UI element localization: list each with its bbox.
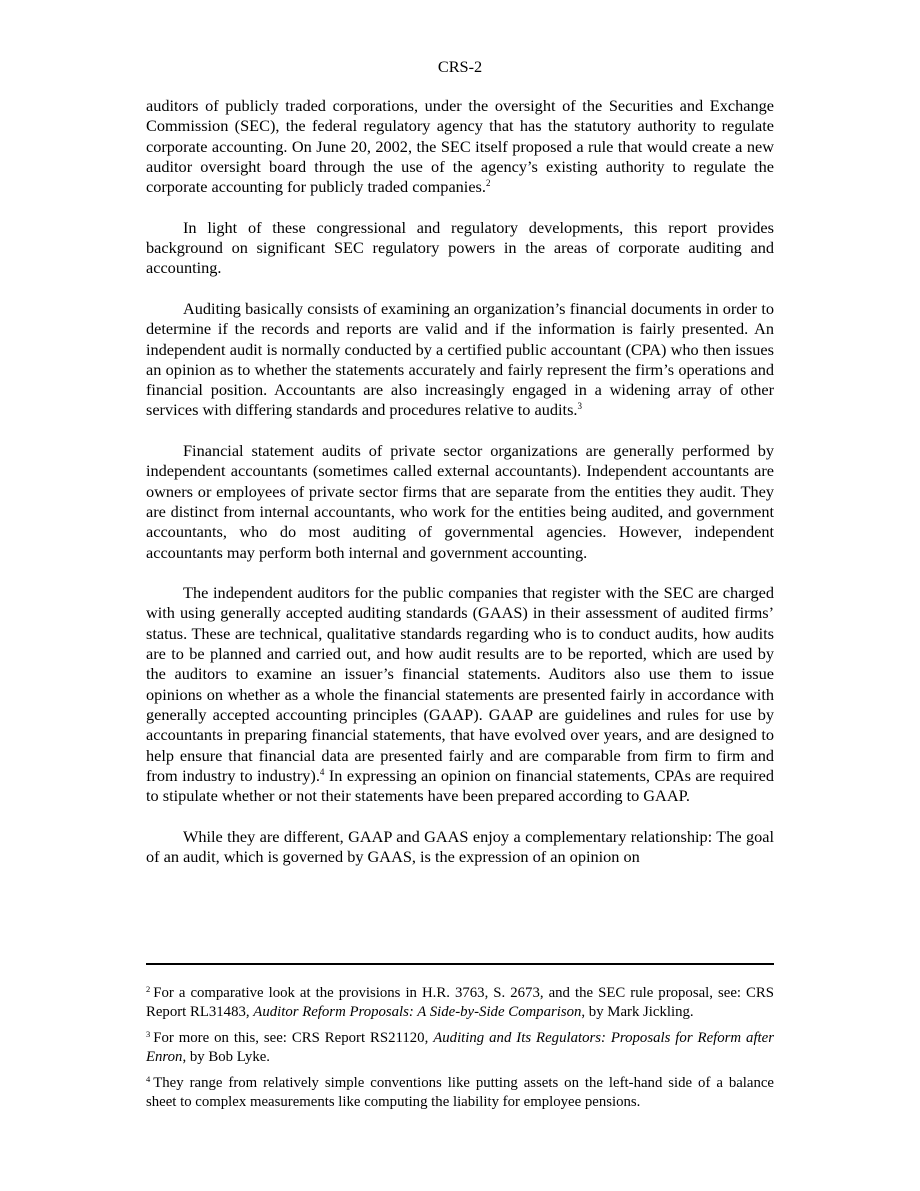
paragraph-independent-auditors: The independent auditors for the public companies that register with the SEC are charged with using generally accepted auditing standards (GAAS) in their assessment of audited firms’ status. These are technical, qualitative standards regarding who is to conduct audits, how audits are to be planned and carried out, and how audit results are to be reported, which are used by the auditors to examine an issuer’s financial statements. Auditors also use them to issue opinions on whether as a whole the financial statements are presented fairly in accordance with generally accepted accounting principles (GAAP). GAAP are guidelines and rules for use by accountants in preparing financial statements, that have evolved over years, and are designed to help ensure that financial data are presented fairly and are comparable from firm to firm and from industry to industry).$^4$ In expressing an opinion on financial statements, CPAs are required to stipulate whether or not their statements have been prepared according to GAAP. (146, 583, 774, 806)
footnotes (146, 984, 774, 1119)
paragraph-continuation: auditors of publicly traded corporations, under the oversight of the Securities and Exchange Commission (SEC), the federal regulatory agency that has the statutory authority to regulate corporate accounting. On June 20, 2002, the SEC itself proposed a rule that would create a new auditor oversight board through the use of the agency’s existing authority to regulate the corporate accounting for publicly traded companies.$^2$ (146, 96, 774, 197)
page-number-header: CRS-2 (437, 57, 483, 76)
footnote-divider (146, 963, 774, 965)
footnote-2-title: Auditor Reform Proposals: A Side-by-Side Comparison (253, 1003, 582, 1020)
paragraph-developments: In light of these congressional and regulatory developments, this report provides background on significant SEC regulatory powers in the areas of corporate auditing and accounting. (146, 217, 774, 278)
footnote-ref-2[interactable]: 2 (485, 178, 491, 189)
paragraph-auditing: Auditing basically consists of examining an organization’s financial documents in order to determine if the records and reports are valid and if the information is fairly presented. An independent audit is normally conducted by a certified public accountant (CPA) who then issues an opinion as to whether the statements accurately and fairly represent the firm’s operations and financial position. Accountants are also increasingly engaged in a widening array of other services with differing standards and procedures relative to audits.$^3$ (146, 298, 774, 420)
footnote-3: $^3$ For more on this, see: CRS Report RS21120, Auditing and Its Regulators: Proposals for Reform after Enron, by Bob Lyke. (146, 1029, 774, 1065)
footnote-2: $^2$ For a comparative look at the provisions in H.R. 3763, S. 2673, and the SEC rule proposal, see: CRS Report RL31483, Auditor Reform Proposals: A Side-by-Side Comparison, by Mark Jickling. (146, 984, 774, 1020)
footnote-ref-3[interactable]: 3 (577, 401, 582, 412)
footnote-3-title: Auditing and Its Regulators: Proposals for Reform after Enron (146, 1030, 774, 1065)
paragraph-gaap-gaas: While they are different, GAAP and GAAS enjoy a complementary relationship: The goal of an audit, which is governed by GAAS, is the expression of an opinion on (146, 826, 774, 866)
footnote-ref-4[interactable]: 4 (319, 766, 325, 777)
paragraph-financial-audits: Financial statement audits of private sector organizations are generally performed by independent accountants (sometimes called external accountants). Independent accountants are owners or employees of private sector firms that are separate from the entities they audit. They are distinct from internal accountants, who work for the entities being audited, and government accountants, who do most auditing of governmental agencies. However, independent accountants may perform both internal and government accounting. (146, 441, 774, 562)
body-text (146, 96, 774, 888)
footnote-4: $^4$ They range from relatively simple conventions like putting assets on the left-hand side of a balance sheet to complex measurements like computing the liability for employee pensions. (146, 1074, 774, 1110)
